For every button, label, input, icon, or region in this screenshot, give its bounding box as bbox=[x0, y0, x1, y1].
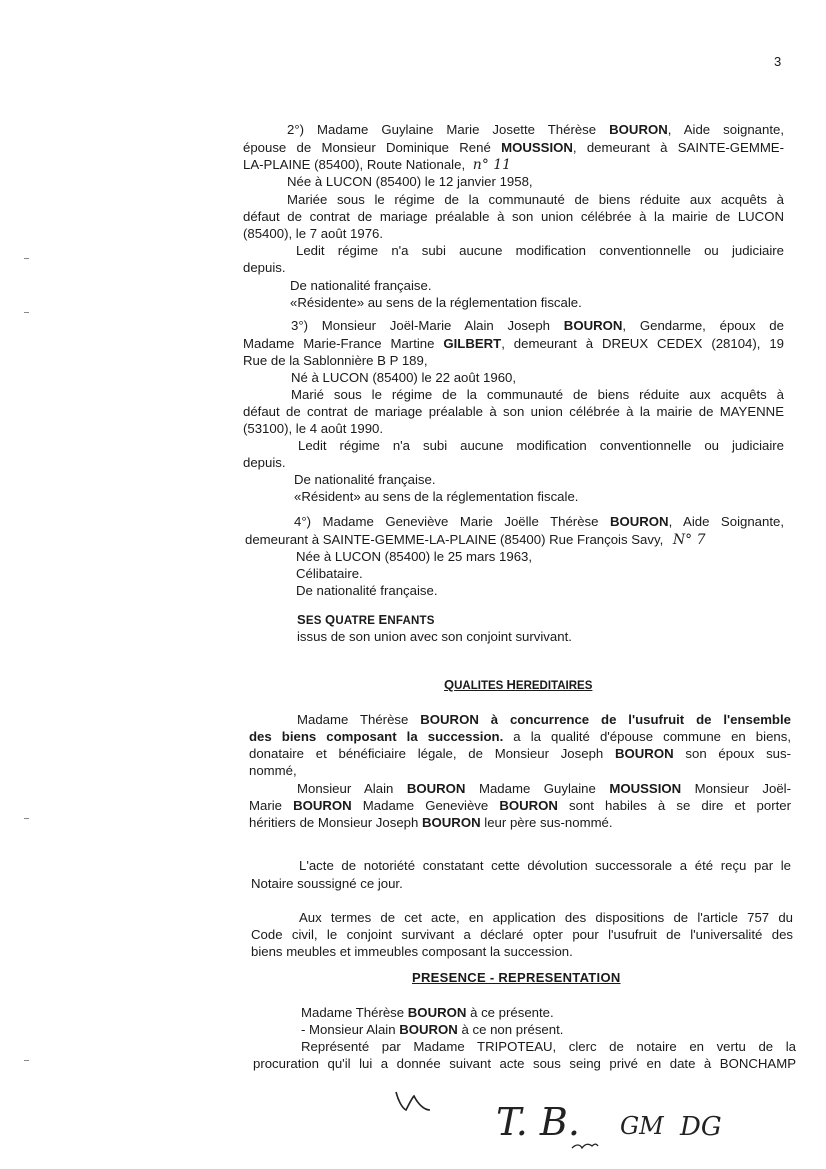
text: H bbox=[506, 677, 516, 692]
text: , Gendarme, époux de bbox=[622, 318, 784, 333]
surname: BOURON bbox=[399, 1022, 458, 1037]
text: ES bbox=[305, 615, 326, 627]
option-line: biens meubles et immeubles composant la succession. bbox=[251, 944, 573, 959]
text: , demeurant à DREUX CEDEX (28104), 19 bbox=[501, 336, 784, 351]
text: 3°) Monsieur Joël-Marie Alain Joseph bbox=[291, 318, 564, 333]
marriage-line: défaut de contrat de mariage préalable à son union célébrée à la mairie de LUCON bbox=[243, 209, 784, 224]
children-text: issus de son union avec son conjoint survivant. bbox=[297, 629, 572, 644]
marriage-line: (85400), le 7 août 1976. bbox=[243, 226, 384, 241]
birth: Née à LUCON (85400) le 12 janvier 1958, bbox=[287, 174, 533, 189]
heir-line: Rue de la Sablonnière B P 189, bbox=[243, 353, 428, 368]
text: LA-PLAINE (85400), Route Nationale, bbox=[243, 157, 466, 172]
text: son époux sus- bbox=[685, 746, 791, 761]
handwritten-number: n° 11 bbox=[472, 157, 512, 173]
birth: Né à LUCON (85400) le 22 août 1960, bbox=[291, 370, 517, 385]
regime-line: Ledit régime n'a subi aucune modification conventionnelle ou judiciaire bbox=[296, 243, 784, 258]
text: Q bbox=[325, 612, 336, 627]
qualites-line: nommé, bbox=[249, 763, 297, 778]
fiscal-residence: «Résidente» au sens de la réglementation fiscale. bbox=[290, 295, 582, 310]
surname: BOURON bbox=[420, 712, 479, 727]
text: Madame Thérèse bbox=[297, 712, 421, 727]
text: Monsieur Joël- bbox=[681, 781, 791, 796]
text: héritiers de Monsieur Joseph bbox=[249, 815, 422, 830]
text: à concurrence de l'usufruit de l'ensemble bbox=[478, 712, 791, 727]
text: E bbox=[378, 612, 388, 627]
surname: BOURON bbox=[406, 781, 466, 796]
fiscal-residence: «Résident» au sens de la réglementation fiscale. bbox=[294, 489, 579, 504]
text: Madame Marie-France Martine bbox=[243, 336, 444, 351]
text: 4°) Madame Geneviève Marie Joëlle Thérèse bbox=[294, 514, 610, 529]
text: - Monsieur Alain bbox=[301, 1022, 400, 1037]
text: donataire et bénéficiaire légale, de Monsieur Joseph bbox=[249, 746, 604, 761]
text: 2°) Madame Guylaine Marie Josette Thérèse bbox=[287, 122, 610, 137]
notoriete-line: L'acte de notoriété constatant cette dévolution successorale a été reçu par le bbox=[299, 858, 791, 873]
surname: BOURON bbox=[407, 1005, 467, 1020]
text: UALITES bbox=[454, 680, 507, 692]
text: Madame Geneviève bbox=[351, 798, 500, 813]
text: a la qualité d'épouse commune en biens, bbox=[503, 729, 791, 744]
marriage-line: Mariée sous le régime de la communauté de biens réduite aux acquêts à bbox=[287, 192, 784, 207]
surname: BOURON bbox=[609, 122, 668, 137]
text: UATRE bbox=[335, 615, 379, 627]
page-number: 3 bbox=[774, 54, 782, 69]
text: Monsieur Alain bbox=[297, 781, 407, 796]
text: Madame Thérèse bbox=[301, 1005, 408, 1020]
text: EREDITAIRES bbox=[515, 680, 593, 692]
nationality: De nationalité française. bbox=[294, 472, 436, 487]
surname: BOURON bbox=[609, 514, 669, 529]
presence-line: Représenté par Madame TRIPOTEAU, clerc de notaire en vertu de la bbox=[301, 1039, 796, 1054]
surname: BOURON bbox=[615, 746, 674, 761]
surname: BOURON bbox=[563, 318, 623, 333]
surname: MOUSSION bbox=[501, 140, 573, 155]
initials-gm: GM bbox=[620, 1112, 664, 1140]
text: Madame Guylaine bbox=[465, 781, 610, 796]
option-line: Code civil, le conjoint survivant a déclaré opter pour l'usufruit de l'universalité des bbox=[251, 927, 793, 942]
text: leur père sus-nommé. bbox=[480, 815, 613, 830]
option-line: Aux termes de cet acte, en application des dispositions de l'article 757 du bbox=[299, 910, 793, 925]
text: Q bbox=[444, 677, 455, 692]
text: sont habiles à se dire et porter bbox=[557, 798, 791, 813]
section-heading-presence: PRESENCE - REPRESENTATION bbox=[412, 970, 621, 985]
text: , Aide soignante, bbox=[667, 122, 784, 137]
regime-line: depuis. bbox=[243, 260, 286, 275]
notoriete-line: Notaire soussigné ce jour. bbox=[251, 876, 403, 891]
text: S bbox=[297, 612, 306, 627]
signature-initial-mark bbox=[572, 1144, 598, 1148]
marriage-line: (53100), le 4 août 1990. bbox=[243, 421, 384, 436]
nationality: De nationalité française. bbox=[296, 583, 438, 598]
regime-line: Ledit régime n'a subi aucune modification conventionnelle ou judiciaire bbox=[298, 438, 784, 453]
surname: BOURON bbox=[293, 798, 352, 813]
initials-dg: DG bbox=[680, 1112, 722, 1142]
text: demeurant à SAINTE-GEMME-LA-PLAINE (85400) Rue François Savy, bbox=[245, 532, 664, 547]
text: , demeurant à SAINTE-GEMME- bbox=[572, 140, 784, 155]
text: NFANTS bbox=[387, 615, 435, 627]
surname: BOURON bbox=[422, 815, 481, 830]
handwritten-number: N° 7 bbox=[672, 532, 706, 548]
marriage-line: Marié sous le régime de la communauté de biens réduite aux acquêts à bbox=[291, 387, 784, 402]
initials-tb: T. B. bbox=[496, 1100, 580, 1144]
text: à ce présente. bbox=[466, 1005, 554, 1020]
nationality: De nationalité française. bbox=[290, 278, 432, 293]
text: épouse de Monsieur Dominique René bbox=[243, 140, 502, 155]
text: , Aide Soignante, bbox=[668, 514, 784, 529]
civil-status: Célibataire. bbox=[296, 566, 363, 581]
text: des biens composant la succession. bbox=[249, 729, 504, 744]
surname: GILBERT bbox=[443, 336, 502, 351]
presence-line: procuration qu'il lui a donnée suivant acte sous seing privé en date à BONCHAMP bbox=[253, 1056, 796, 1071]
text: à ce non présent. bbox=[457, 1022, 564, 1037]
birth: Née à LUCON (85400) le 25 mars 1963, bbox=[296, 549, 533, 564]
text: Marie bbox=[249, 798, 294, 813]
marriage-line: défaut de contrat de mariage préalable à son union célébrée à la mairie de MAYENNE bbox=[243, 404, 784, 419]
regime-line: depuis. bbox=[243, 455, 286, 470]
surname: BOURON bbox=[499, 798, 558, 813]
surname: MOUSSION bbox=[609, 781, 682, 796]
signature-initial-mark bbox=[396, 1092, 430, 1110]
